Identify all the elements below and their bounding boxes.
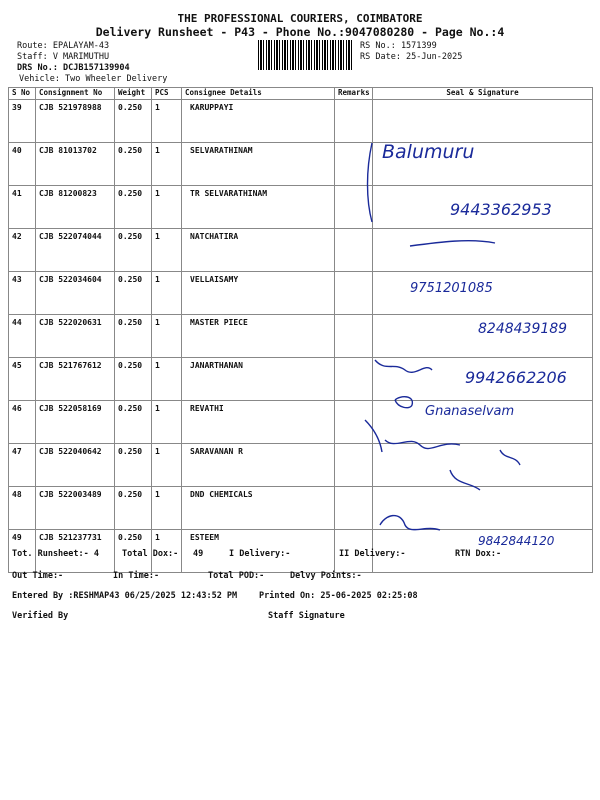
phone-43: 9751201085 — [410, 281, 493, 296]
total-pod: Total POD:- — [208, 571, 265, 581]
cell-consignee: REVATHI — [182, 401, 335, 444]
printed-on: Printed On: 25-06-2025 02:25:08 — [259, 591, 418, 601]
cell-consignee: TR SELVARATHINAM — [182, 186, 335, 229]
col-seal-signature: Seal & Signature — [373, 88, 593, 100]
cell-weight: 0.250 — [115, 315, 152, 358]
cell-sno: 42 — [9, 229, 36, 272]
signature-46 — [395, 397, 412, 408]
signature-47 — [385, 440, 460, 449]
initial-47 — [500, 450, 520, 465]
cell-consignee: JANARTHANAN — [182, 358, 335, 401]
drs-label: DRS No.: DCJB157139904 — [17, 63, 130, 73]
cell-weight: 0.250 — [115, 358, 152, 401]
cell-consignee: VELLAISAMY — [182, 272, 335, 315]
cell-weight: 0.250 — [115, 272, 152, 315]
cell-weight: 0.250 — [115, 100, 152, 143]
out-time: Out Time:- — [12, 571, 64, 581]
staff-signature: Staff Signature — [268, 611, 345, 621]
route-label: Route: EPALAYAM-43 — [17, 41, 110, 51]
cell-pcs: 1 — [152, 487, 182, 530]
cell-pcs: 1 — [152, 186, 182, 229]
cell-pcs: 1 — [152, 272, 182, 315]
runsheet-subtitle: Delivery Runsheet - P43 - Phone No.:9047080280 - Page No.:4 — [95, 25, 505, 39]
cell-weight: 0.250 — [115, 401, 152, 444]
cell-sno: 46 — [9, 401, 36, 444]
cell-weight: 0.250 — [115, 229, 152, 272]
col-pcs: PCS — [152, 88, 182, 100]
cell-pcs: 1 — [152, 444, 182, 487]
phone-45: 9942662206 — [465, 368, 567, 387]
cell-sno: 43 — [9, 272, 36, 315]
phone-44: 8248439189 — [478, 321, 568, 337]
cell-pcs: 1 — [152, 358, 182, 401]
rs-no-label: RS No.: 1571399 — [360, 41, 437, 51]
tot-runsheet: Tot. Runsheet:- 4 — [12, 549, 99, 559]
cell-consignee: ESTEEM — [182, 530, 335, 573]
signature-45 — [375, 360, 432, 372]
col-weight: Weight — [115, 88, 152, 100]
cell-pcs: 1 — [152, 143, 182, 186]
cell-sno: 44 — [9, 315, 36, 358]
in-time: In Time:- — [113, 571, 160, 581]
cell-consignee: KARUPPAYI — [182, 100, 335, 143]
signature-40-text: Balumuru — [382, 141, 475, 163]
cell-consignment-no: CJB 522020631 — [36, 315, 115, 358]
cell-consignment-no: CJB 522040642 — [36, 444, 115, 487]
cell-weight: 0.250 — [115, 530, 152, 573]
cell-consignment-no: CJB 81200823 — [36, 186, 115, 229]
entered-by: Entered By :RESHMAP43 06/25/2025 12:43:52 PM — [12, 591, 238, 601]
phone-49: 9842844120 — [478, 534, 555, 548]
cell-pcs: 1 — [152, 530, 182, 573]
bracket-mark — [368, 143, 373, 222]
verified-by: Verified By — [12, 611, 69, 621]
cell-consignment-no: CJB 81013702 — [36, 143, 115, 186]
cell-consignment-no: CJB 522034604 — [36, 272, 115, 315]
cell-consignee: SELVARATHINAM — [182, 143, 335, 186]
cell-weight: 0.250 — [115, 487, 152, 530]
col-consignee: Consignee Details — [182, 88, 335, 100]
signature-49 — [380, 516, 440, 530]
cell-sno: 48 — [9, 487, 36, 530]
rs-date-label: RS Date: 25-Jun-2025 — [360, 52, 463, 62]
cell-weight: 0.250 — [115, 186, 152, 229]
company-title: THE PROFESSIONAL COURIERS, COIMBATORE — [177, 12, 423, 25]
cell-consignment-no: CJB 521237731 — [36, 530, 115, 573]
cell-consignee: NATCHATIRA — [182, 229, 335, 272]
vehicle-label: Vehicle: Two Wheeler Delivery — [19, 74, 168, 84]
tick-mark-47 — [365, 420, 382, 452]
cell-consignment-no: CJB 522058169 — [36, 401, 115, 444]
cell-pcs: 1 — [152, 315, 182, 358]
cell-consignee: MASTER PIECE — [182, 315, 335, 358]
signature-42 — [410, 241, 495, 246]
rtn-dox: RTN Dox:- — [455, 549, 502, 559]
total-dox-value: 49 — [193, 549, 204, 559]
cell-pcs: 1 — [152, 100, 182, 143]
cell-consignment-no: CJB 521767612 — [36, 358, 115, 401]
cell-pcs: 1 — [152, 401, 182, 444]
cell-sno: 47 — [9, 444, 36, 487]
name-46: Gnanaselvam — [425, 404, 515, 419]
cell-weight: 0.250 — [115, 143, 152, 186]
col-sno: S No — [9, 88, 36, 100]
cell-consignee: SARAVANAN R — [182, 444, 335, 487]
cell-sno: 40 — [9, 143, 36, 186]
staff-label: Staff: V MARIMUTHU — [17, 52, 110, 62]
cell-sno: 45 — [9, 358, 36, 401]
cell-consignment-no: CJB 522003489 — [36, 487, 115, 530]
cell-consignment-no: CJB 522074044 — [36, 229, 115, 272]
col-consignment: Consignment No — [36, 88, 115, 100]
cell-consignee: DND CHEMICALS — [182, 487, 335, 530]
i-delivery: I Delivery:- — [229, 549, 291, 559]
cell-consignment-no: CJB 521978988 — [36, 100, 115, 143]
ii-delivery: II Delivery:- — [339, 549, 406, 559]
cell-sno: 39 — [9, 100, 36, 143]
cell-sno: 49 — [9, 530, 36, 573]
delvy-points: Delvy Points:- — [290, 571, 362, 581]
total-dox-label: Total Dox:- — [122, 549, 179, 559]
col-remarks: Remarks — [335, 88, 373, 100]
cell-sno: 41 — [9, 186, 36, 229]
phone-41: 9443362953 — [450, 200, 552, 219]
initial-48 — [450, 470, 480, 490]
cell-weight: 0.250 — [115, 444, 152, 487]
cell-pcs: 1 — [152, 229, 182, 272]
